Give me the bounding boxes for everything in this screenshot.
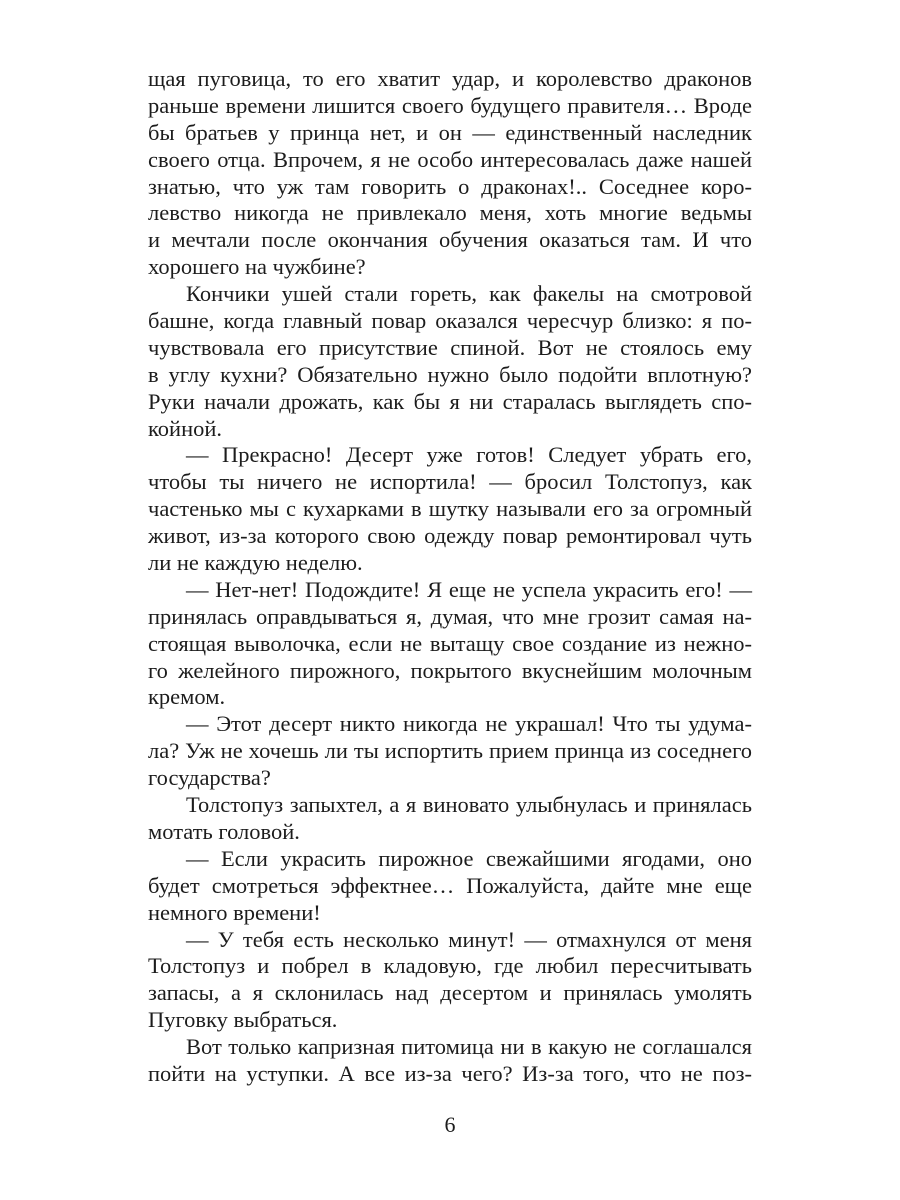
text-line: своего отца. Впрочем, я не особо интересовалась даже нашей	[148, 146, 752, 172]
text-line: запасы, а я склонилась над десертом и принялась умолять	[148, 980, 752, 1006]
text-line: щая пуговица, то его хватит удар, и королевство драконов	[148, 66, 752, 91]
text-line: ла? Уж не хочешь ли ты испортить прием принца из соседнего	[148, 738, 752, 764]
body-text	[148, 66, 752, 1088]
text-line: левство никогда не привлекало меня, хоть многие ведьмы	[148, 200, 752, 226]
text-line: частенько мы с кухарками в шутку называли его за огромный	[148, 496, 752, 522]
text-line: знатью, что уж там говорить о драконах!.. Соседнее коро-	[148, 173, 752, 199]
text-line: башне, когда главный повар оказался чересчур близко: я по-	[148, 308, 752, 334]
text-line: живот, из-за которого свою одежду повар ремонтировал чуть	[148, 523, 752, 549]
text-line: Руки начали дрожать, как бы я ни старалась выглядеть спо-	[148, 388, 752, 414]
text-line: ли не каждую неделю.	[148, 550, 363, 576]
text-line: хорошего на чужбине?	[148, 254, 366, 280]
text-line: Вот только капризная питомица ни в какую не соглашался	[186, 1034, 752, 1060]
text-line: стоящая выволочка, если не вытащу свое создание из нежно-	[148, 630, 752, 656]
text-line: Толстопуз запыхтел, а я виновато улыбнулась и принялась	[186, 792, 752, 818]
text-line: мотать головой.	[148, 818, 300, 844]
text-line: — Нет-нет! Подождите! Я еще не успела украсить его! —	[186, 576, 752, 602]
text-line: койной.	[148, 415, 223, 441]
text-line: пойти на уступки. А все из-за чего? Из-за того, что не поз-	[148, 1060, 752, 1086]
text-line: немного времени!	[148, 899, 321, 925]
text-line: Толстопуз и побрел в кладовую, где любил пересчитывать	[148, 953, 752, 979]
text-line: — Если украсить пирожное свежайшими ягодами, оно	[186, 845, 752, 871]
text-line: го желейного пирожного, покрытого вкуснейшим молочным	[148, 657, 752, 683]
text-line: — Прекрасно! Десерт уже готов! Следует убрать его,	[186, 442, 752, 468]
text-line: будет смотреться эффектнее… Пожалуйста, дайте мне еще	[148, 872, 752, 898]
text-line: Пуговку выбраться.	[148, 1007, 338, 1033]
text-line: чувствовала его присутствие спиной. Вот не стоялось ему	[148, 334, 752, 360]
text-line: чтобы ты ничего не испортила! — бросил Толстопуз, как	[148, 469, 752, 495]
text-line: — Этот десерт никто никогда не украшал! Что ты удума-	[186, 711, 752, 737]
text-line: — У тебя есть несколько минут! — отмахнулся от меня	[186, 926, 752, 952]
text-line: принялась оправдываться я, думая, что мне грозит самая на-	[148, 603, 752, 629]
text-line: и мечтали после окончания обучения оказаться там. И что	[148, 227, 752, 253]
text-line: государства?	[148, 765, 271, 791]
text-line: в углу кухни? Обязательно нужно было подойти вплотную?	[148, 361, 752, 387]
text-line: Кончики ушей стали гореть, как факелы на смотровой	[186, 281, 752, 307]
text-line: бы братьев у принца нет, и он — единственный наследник	[148, 119, 752, 145]
text-line: кремом.	[148, 684, 226, 710]
text-line: раньше времени лишится своего будущего правителя… Вроде	[148, 92, 752, 118]
page-number: 6	[444, 1112, 456, 1137]
